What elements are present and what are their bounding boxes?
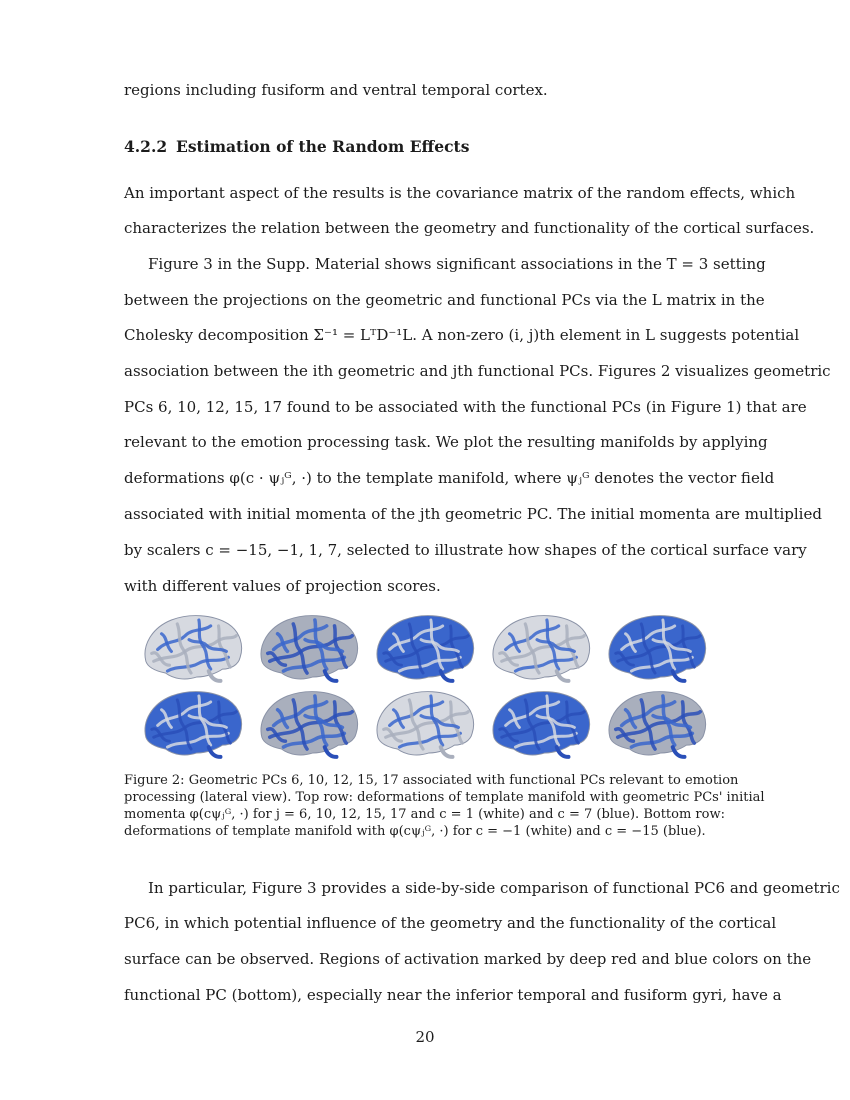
bottom-brain-pc17 bbox=[602, 686, 712, 761]
body-line: functional PC (bottom), especially near the inferior temporal and fusiform gyri, have a bbox=[124, 986, 782, 1004]
figure-caption-line: processing (lateral view). Top row: deformations of template manifold with geometric PCs' initial bbox=[124, 790, 765, 805]
top-brain-pc12 bbox=[370, 610, 480, 685]
body-line: Figure 3 in the Supp. Material shows significant associations in the T = 3 setting bbox=[148, 255, 766, 273]
section-heading bbox=[124, 137, 469, 156]
page-number: 20 bbox=[415, 1028, 435, 1046]
figure-caption-line: Figure 2: Geometric PCs 6, 10, 12, 15, 17 associated with functional PCs relevant to emotion bbox=[124, 773, 739, 788]
top-brain-pc15 bbox=[486, 610, 596, 685]
bottom-brain-pc12 bbox=[370, 686, 480, 761]
body-line: deformations φ(c · ψⱼᴳ, ·) to the template manifold, where ψⱼᴳ denotes the vector field bbox=[124, 469, 775, 487]
body-line: with different values of projection scores. bbox=[124, 577, 441, 595]
body-line: by scalers c = −15, −1, 1, 7, selected to illustrate how shapes of the cortical surface vary bbox=[124, 541, 807, 559]
body-line: characterizes the relation between the geometry and functionality of the cortical surfaces. bbox=[124, 219, 815, 237]
body-line: association between the ith geometric and jth functional PCs. Figures 2 visualizes geometric bbox=[124, 362, 831, 380]
bottom-brain-pc10 bbox=[254, 686, 364, 761]
body-line: PC6, in which potential influence of the geometry and the functionality of the cortical bbox=[124, 914, 777, 932]
figure-caption-line: deformations of template manifold with φ(cψⱼᴳ, ·) for c = −1 (white) and c = −15 (blue). bbox=[124, 824, 706, 839]
section-number: 4.2.2 bbox=[124, 137, 168, 156]
body-line: PCs 6, 10, 12, 15, 17 found to be associated with the functional PCs (in Figure 1) that are bbox=[124, 398, 807, 416]
body-line: Cholesky decomposition Σ⁻¹ = LᵀD⁻¹L. A non-zero (i, j)th element in L suggests potential bbox=[124, 326, 800, 344]
figure-2-brain-grid bbox=[138, 606, 712, 766]
body-line: surface can be observed. Regions of activation marked by deep red and blue colors on the bbox=[124, 950, 812, 968]
top-brain-pc17 bbox=[602, 610, 712, 685]
top-brain-pc10 bbox=[254, 610, 364, 685]
bottom-brain-pc6 bbox=[138, 686, 248, 761]
paragraph-continuation: regions including fusiform and ventral temporal cortex. bbox=[124, 81, 548, 99]
bottom-brain-pc15 bbox=[486, 686, 596, 761]
body-line: associated with initial momenta of the jth geometric PC. The initial momenta are multiplied bbox=[124, 505, 822, 523]
section-title: Estimation of the Random Effects bbox=[176, 137, 470, 156]
body-line: between the projections on the geometric and functional PCs via the L matrix in the bbox=[124, 291, 765, 309]
top-brain-pc6 bbox=[138, 610, 248, 685]
body-line: In particular, Figure 3 provides a side-by-side comparison of functional PC6 and geometric bbox=[148, 879, 840, 897]
figure-caption-line: momenta φ(cψⱼᴳ, ·) for j = 6, 10, 12, 15, 17 and c = 1 (white) and c = 7 (blue). Bottom row: bbox=[124, 807, 725, 822]
body-line: relevant to the emotion processing task. We plot the resulting manifolds by applying bbox=[124, 433, 768, 451]
body-line: An important aspect of the results is the covariance matrix of the random effects, which bbox=[124, 184, 796, 202]
